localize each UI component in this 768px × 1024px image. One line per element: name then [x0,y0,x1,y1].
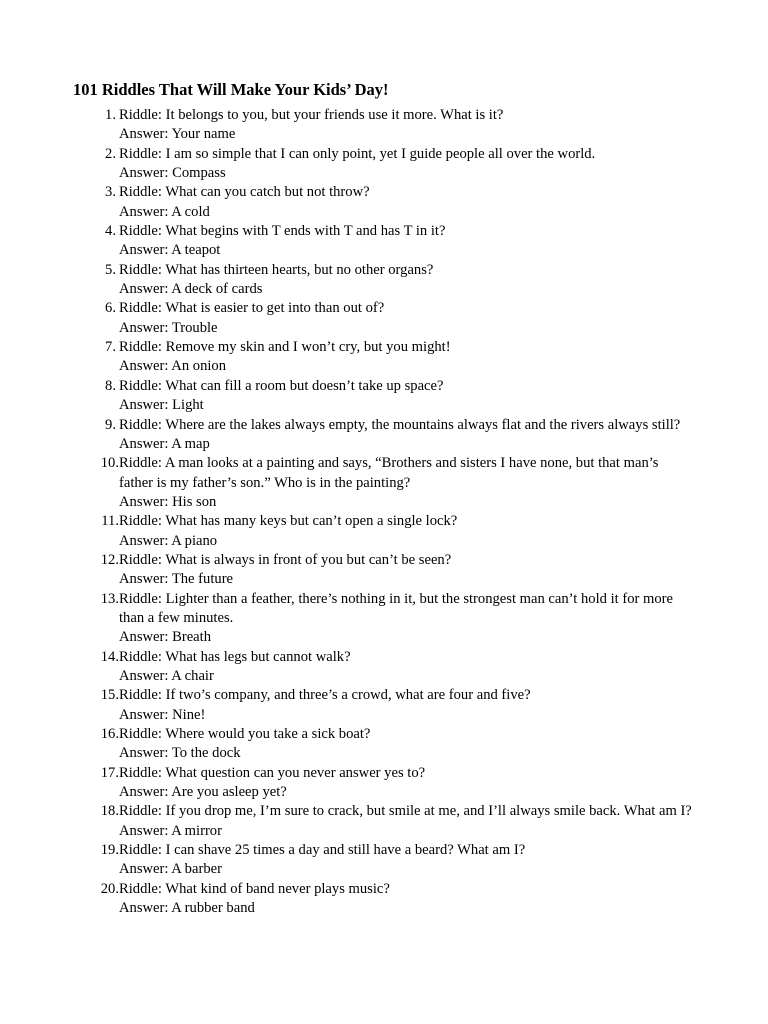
riddle-question [119,145,696,164]
riddle-label: Riddle: [119,803,166,820]
riddle-item [0,802,696,841]
riddle-label: Riddle: [119,880,166,897]
riddle-text: I can shave 25 times a day and still have a beard? What am I? [165,842,526,859]
answer-text: Compass [172,165,226,182]
riddle-question [119,512,696,531]
answer-text: Trouble [171,319,218,336]
riddle-label: Riddle: [119,513,166,530]
answer-label: Answer: [119,784,172,801]
riddle-item [0,725,696,764]
riddle-label: Riddle: [119,184,166,201]
riddle-label: Riddle: [119,455,165,472]
riddle-text: If you drop me, I’m sure to crack, but smile at me, and I’ll always smile back. What am I? [165,803,692,820]
riddle-question [119,841,696,860]
riddle-number: 4. [105,223,116,240]
answer-text: Breath [172,629,212,646]
riddle-label: Riddle: [119,261,166,278]
answer-label: Answer: [119,203,172,220]
riddle-item [0,145,696,184]
riddle-number: 14. [100,648,119,665]
riddle-item [0,590,696,648]
riddle-number: 9. [105,416,116,433]
riddle-question [119,106,696,125]
riddle-number: 1. [105,107,116,123]
riddle-item [0,454,696,512]
answer-text: An onion [171,358,227,375]
riddle-item [0,551,696,590]
riddle-text: I am so simple that I can only point, yet I guide people all over the world. [165,145,596,162]
riddle-text: What question can you never answer yes to? [165,764,426,781]
riddle-answer [119,493,696,512]
riddle-number: 10. [100,455,119,472]
riddle-label: Riddle: [119,551,166,568]
riddle-number: 3. [105,184,116,201]
answer-text: A cold [171,203,210,220]
answer-label: Answer: [119,435,172,452]
answer-text: Light [172,397,204,414]
riddle-number: 19. [100,842,119,859]
riddle-answer [119,822,696,841]
answer-label: Answer: [119,319,172,336]
riddle-label: Riddle: [119,107,166,123]
answer-text: Nine! [172,706,206,723]
riddle-question [119,416,696,435]
riddle-item [0,183,696,222]
riddle-text: What can you catch but not throw? [165,184,370,201]
riddle-question [119,686,696,705]
riddle-answer [119,435,696,454]
riddle-text: What begins with T ends with T and has T in it? [165,223,446,240]
riddle-answer [119,899,696,918]
riddle-question [119,551,696,570]
answer-label: Answer: [119,126,172,143]
riddle-question [119,222,696,241]
answer-label: Answer: [119,493,173,510]
riddle-question [119,590,696,629]
answer-label: Answer: [119,706,173,723]
document-title: 101 Riddles That Will Make Your Kids’ Day! [73,80,389,99]
riddle-item [0,648,696,687]
answer-label: Answer: [119,745,172,762]
riddle-item [0,299,696,338]
riddle-answer [119,203,696,222]
riddle-answer [119,570,696,589]
riddle-answer [119,241,696,260]
riddle-label: Riddle: [119,145,166,162]
riddle-question [119,454,696,493]
riddle-item [0,338,696,377]
riddle-answer [119,706,696,725]
answer-text: Are you asleep yet? [171,784,287,801]
answer-text: A deck of cards [171,281,263,298]
riddle-label: Riddle: [119,726,166,742]
riddle-text: Where are the lakes always empty, the mountains always flat and the rivers always still? [165,416,681,433]
riddle-answer [119,357,696,376]
answer-text: The future [171,571,234,588]
riddle-answer [119,319,696,338]
riddle-text: A man looks at a painting and says, “Brothers and sisters I have none, but that man’s father is my father’s son.” Who is in the painting? [119,455,659,491]
riddle-answer [119,125,696,144]
riddle-label: Riddle: [119,648,166,665]
riddle-label: Riddle: [119,764,166,781]
answer-label: Answer: [119,532,172,549]
riddle-number: 20. [100,880,119,897]
answer-text: A teapot [171,242,221,259]
answer-text: A rubber band [171,900,255,917]
answer-label: Answer: [119,165,173,182]
riddle-text: Remove my skin and I won’t cry, but you might! [165,339,451,356]
riddle-label: Riddle: [119,300,166,317]
riddle-text: What has many keys but can’t open a single lock? [165,513,458,530]
answer-text: A mirror [171,822,222,839]
riddle-number: 15. [100,687,119,704]
riddle-number: 18. [100,803,119,820]
answer-label: Answer: [119,861,172,878]
riddle-number: 12. [100,551,119,568]
riddle-text: What is always in front of you but can’t be seen? [165,551,452,568]
riddle-question [119,183,696,202]
riddle-text: What can fill a room but doesn’t take up space? [165,377,444,394]
riddle-item [0,841,696,880]
riddle-number: 7. [105,339,116,356]
answer-label: Answer: [119,667,172,684]
riddle-number: 2. [105,145,116,162]
riddle-label: Riddle: [119,416,166,433]
riddle-item [0,686,696,725]
riddle-answer [119,280,696,299]
riddle-label: Riddle: [119,223,166,240]
riddle-question [119,648,696,667]
riddle-number: 8. [105,377,116,394]
riddle-number: 17. [100,764,119,781]
riddle-item [0,261,696,300]
riddle-text: If two’s company, and three’s a crowd, what are four and five? [165,687,531,704]
riddle-text: What has thirteen hearts, but no other organs? [165,261,434,278]
answer-label: Answer: [119,900,172,917]
riddle-answer [119,860,696,879]
riddle-text: What kind of band never plays music? [165,880,390,897]
riddle-item [0,880,696,919]
riddle-question [119,802,696,821]
answer-text: Your name [171,126,236,143]
answer-label: Answer: [119,822,172,839]
riddle-label: Riddle: [119,590,166,607]
riddle-text: It belongs to you, but your friends use it more. What is it? [165,107,504,123]
riddle-text: Where would you take a sick boat? [165,726,371,742]
answer-text: His son [172,493,217,510]
answer-label: Answer: [119,629,173,646]
riddle-label: Riddle: [119,377,166,394]
riddle-question [119,338,696,357]
riddle-answer [119,628,696,647]
riddle-list [0,106,768,918]
answer-text: A barber [171,861,222,878]
answer-text: A map [171,435,210,452]
riddle-question [119,261,696,280]
answer-text: A chair [171,667,214,684]
riddle-answer [119,164,696,183]
answer-text: To the dock [171,745,241,762]
riddle-question [119,299,696,318]
riddle-item [0,377,696,416]
riddle-item [0,222,696,261]
riddle-question [119,764,696,783]
riddle-answer [119,532,696,551]
riddle-text: Lighter than a feather, there’s nothing in it, but the strongest man can’t hold it for more than a few minutes. [119,590,673,626]
riddle-label: Riddle: [119,687,166,704]
riddle-number: 16. [100,726,119,742]
riddle-question [119,725,696,744]
answer-label: Answer: [119,242,172,259]
riddle-item [0,106,696,145]
riddle-item [0,416,696,455]
riddle-item [0,512,696,551]
answer-label: Answer: [119,397,173,414]
riddle-number: 13. [100,590,119,607]
riddle-number: 11. [101,513,119,530]
riddle-answer [119,744,696,763]
riddle-answer [119,667,696,686]
answer-label: Answer: [119,281,172,298]
riddle-text: What has legs but cannot walk? [165,648,351,665]
answer-label: Answer: [119,358,172,375]
riddle-answer [119,396,696,415]
answer-text: A piano [171,532,218,549]
riddle-label: Riddle: [119,339,166,356]
riddle-item [0,764,696,803]
riddle-text: What is easier to get into than out of? [165,300,385,317]
riddle-number: 5. [105,261,116,278]
answer-label: Answer: [119,571,172,588]
riddle-question [119,880,696,899]
riddle-label: Riddle: [119,842,166,859]
riddle-question [119,377,696,396]
riddle-number: 6. [105,300,116,317]
riddle-answer [119,783,696,802]
